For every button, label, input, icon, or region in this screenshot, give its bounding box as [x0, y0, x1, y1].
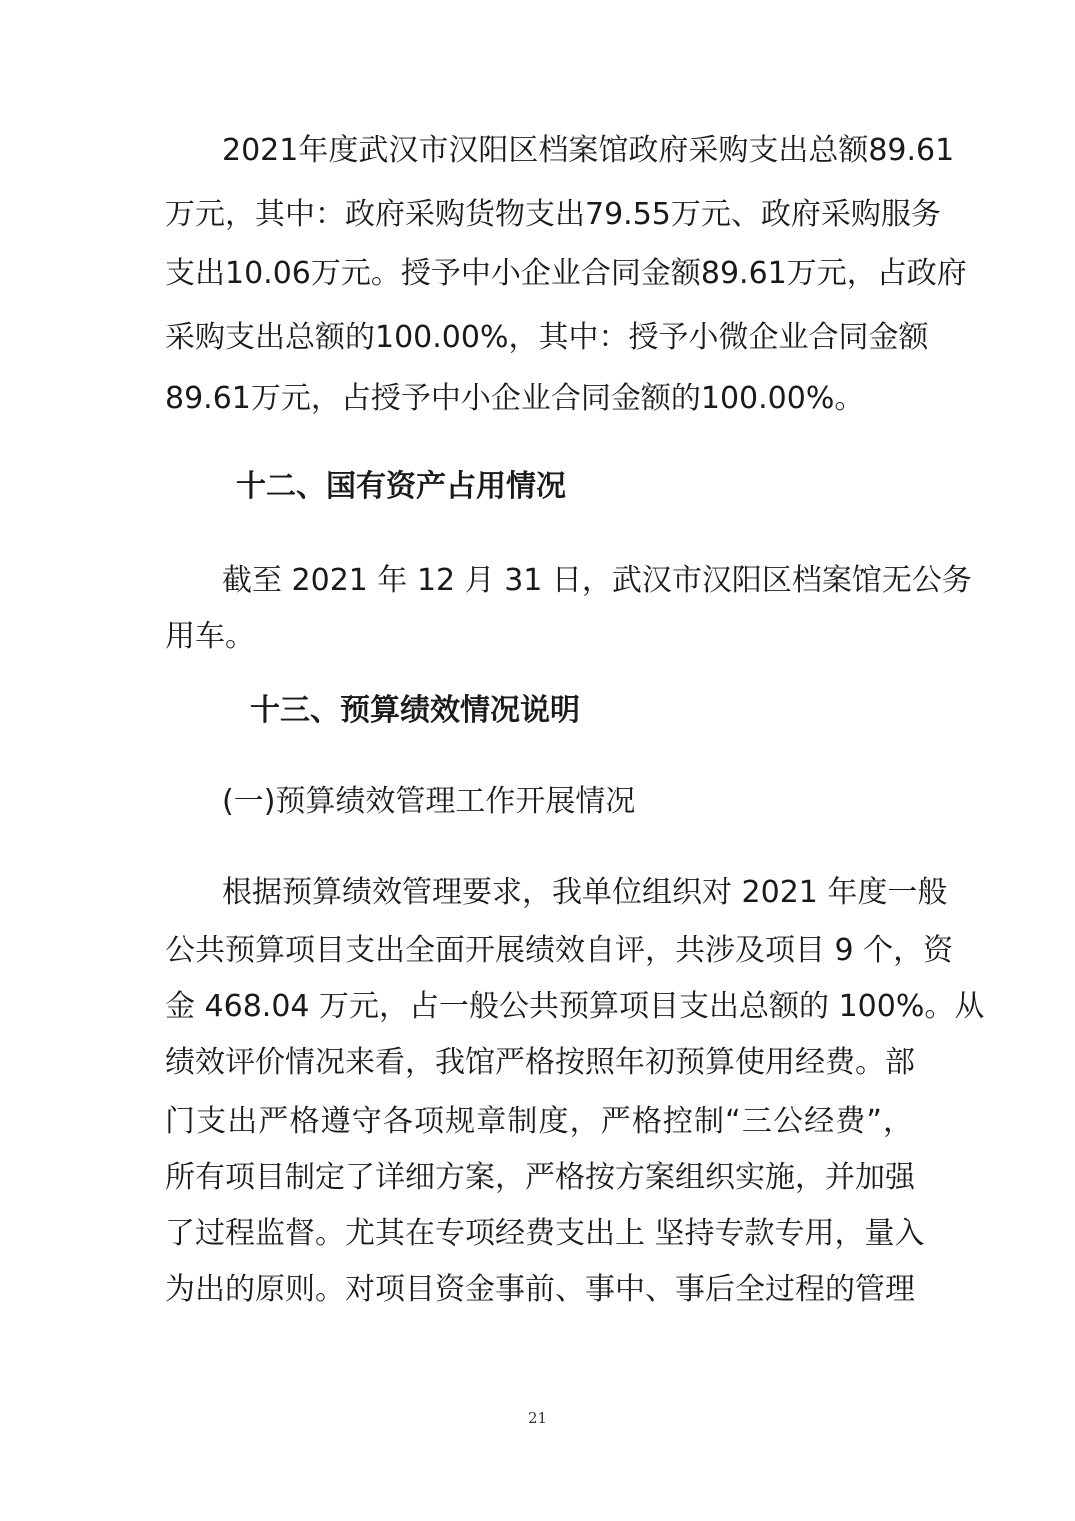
procurement-paragraph-line-1: 2021年度武汉市汉阳区档案馆政府采购支出总额89.61 [222, 133, 955, 168]
procurement-paragraph-line-2: 万元，其中：政府采购货物支出79.55万元、政府采购服务 [165, 197, 941, 232]
performance-paragraph-line-2: 公共预算项目支出全面开展绩效自评，共涉及项目 9 个，资 [165, 933, 954, 968]
performance-paragraph-line-5: 门支出严格遵守各项规章制度，严格控制“三公经费”， [165, 1104, 913, 1139]
performance-paragraph-line-8: 为出的原则。对项目资金事前、事中、事后全过程的管理 [165, 1272, 915, 1307]
performance-paragraph-line-6: 所有项目制定了详细方案，严格按方案组织实施，并加强 [165, 1160, 915, 1195]
performance-paragraph-line-1: 根据预算绩效管理要求，我单位组织对 2021 年度一般 [222, 875, 948, 910]
procurement-paragraph-line-4: 采购支出总额的100.00%，其中：授予小微企业合同金额 [165, 320, 929, 355]
performance-paragraph-line-3: 金 468.04 万元，占一般公共预算项目支出总额的 100%。从 [165, 989, 985, 1024]
assets-paragraph-line-2: 用车。 [165, 619, 255, 654]
procurement-paragraph-line-5: 89.61万元，占授予中小企业合同金额的100.00%。 [165, 381, 865, 416]
performance-paragraph-line-7: 了过程监督。尤其在专项经费支出上 坚持专款专用，量入 [165, 1216, 925, 1251]
subheading-performance-management: (一)预算绩效管理工作开展情况 [222, 784, 636, 819]
heading-state-assets: 十二、国有资产占用情况 [236, 469, 566, 504]
performance-paragraph-line-4: 绩效评价情况来看，我馆严格按照年初预算使用经费。部 [165, 1045, 915, 1080]
page-number: 21 [527, 1409, 548, 1427]
procurement-paragraph-line-3: 支出10.06万元。授予中小企业合同金额89.61万元，占政府 [165, 256, 967, 291]
heading-budget-performance: 十三、预算绩效情况说明 [250, 693, 580, 728]
assets-paragraph-line-1: 截至 2021 年 12 月 31 日，武汉市汉阳区档案馆无公务 [222, 563, 972, 598]
